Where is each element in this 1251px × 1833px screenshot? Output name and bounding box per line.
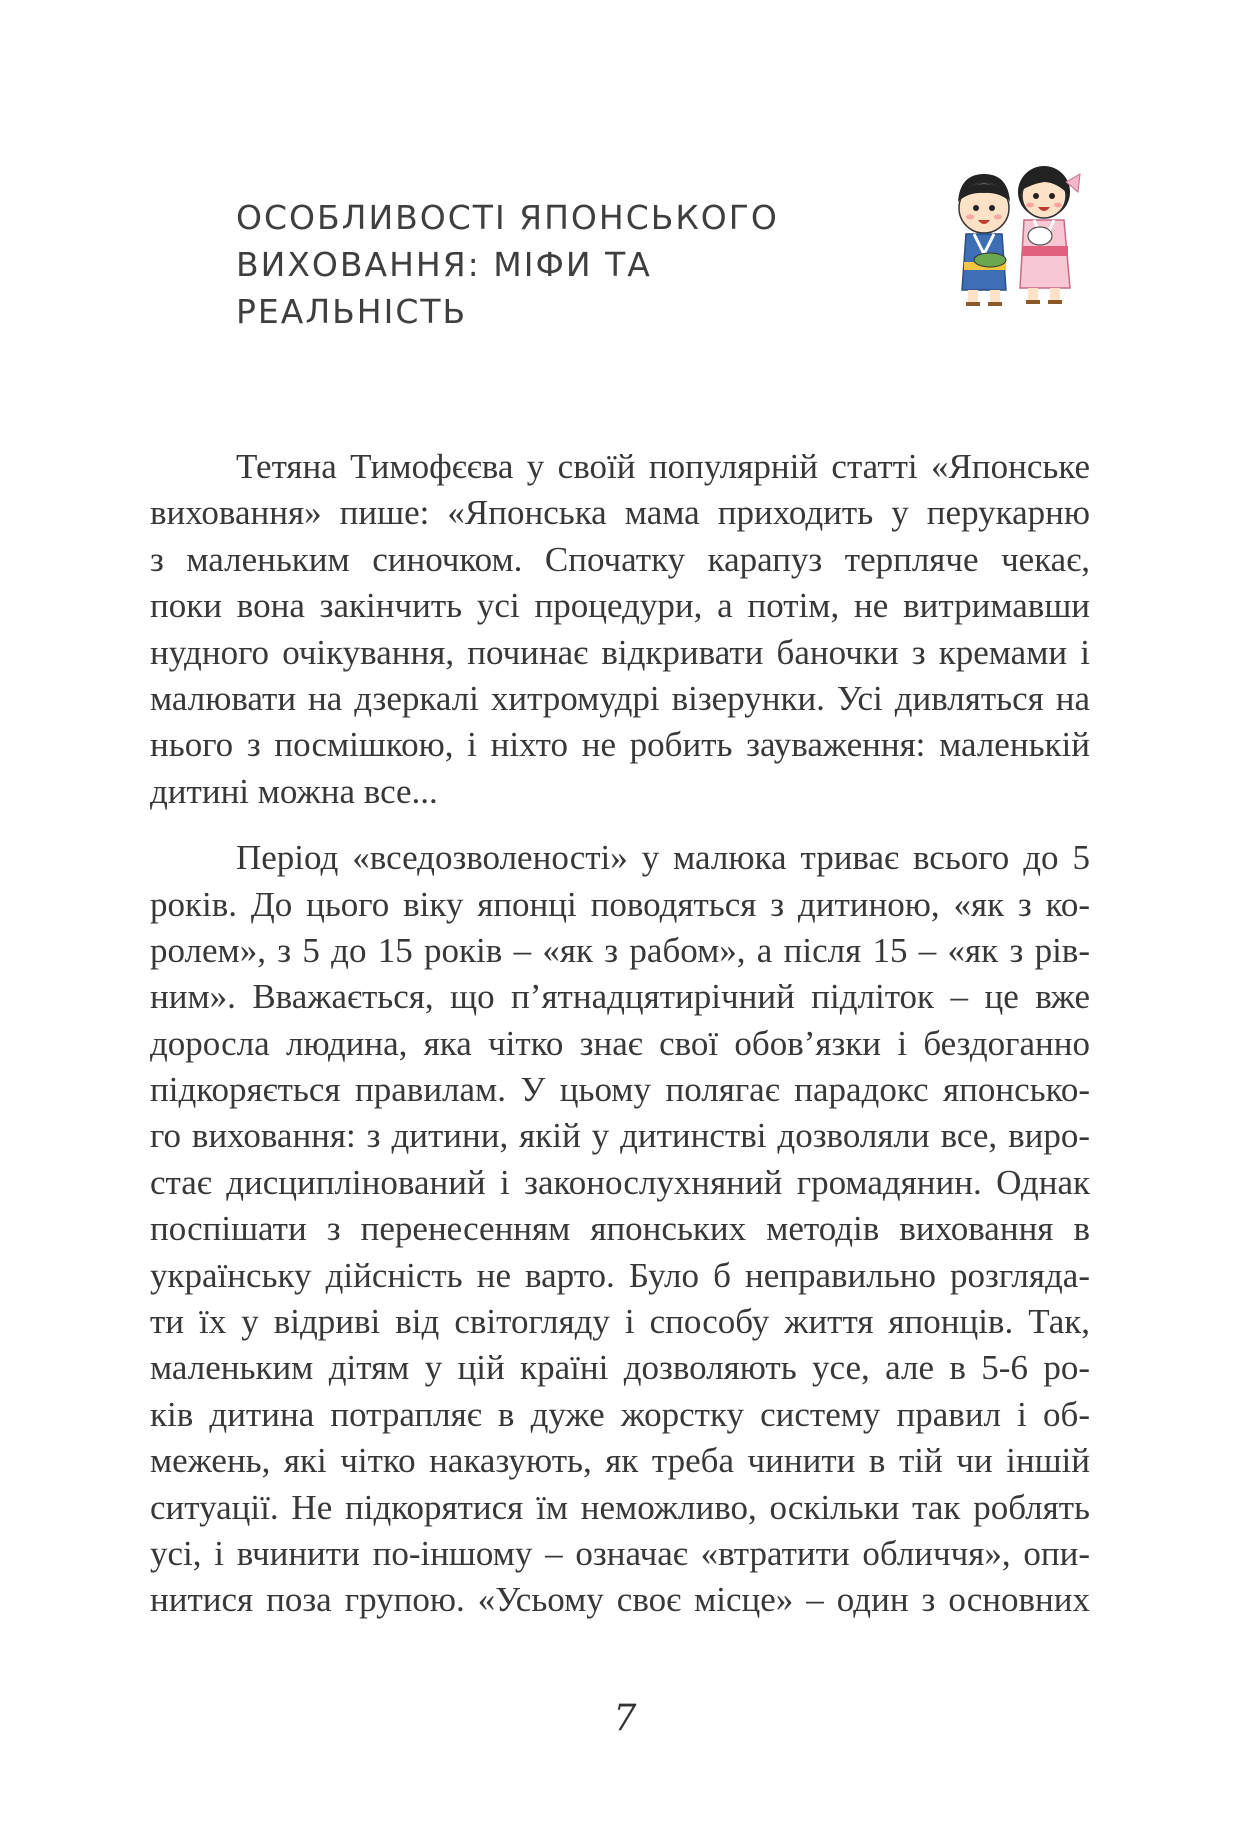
text-line: ків дитина потрапляє в дуже жорстку систему правил і об-	[150, 1394, 1090, 1434]
text-line: Тетяна Тимофєєва у своїй популярній статті «Японське	[236, 447, 1090, 486]
heading-line: ОСОБЛИВОСТІ ЯПОНСЬКОГО	[236, 198, 779, 237]
text-line: підкоряється правилам. У цьому полягає парадокс японсько-	[150, 1070, 1090, 1110]
text-line: нитися поза групою. «Усьому своє місце» – один з основних	[150, 1580, 1090, 1620]
text-line: Період «вседозволеності» у малюка триває всього до 5	[236, 838, 1090, 878]
boy-figure-icon	[958, 174, 1010, 306]
text-line: ролем», з 5 до 15 років – «як з рабом», а після 15 – «як з рів-	[150, 930, 1090, 970]
text-line: ситуації. Не підкорятися їм неможливо, оскільки так роблять	[150, 1487, 1090, 1527]
heading-line: ВИХОВАННЯ: МІФИ ТА	[236, 245, 652, 284]
text-line: українську дійсність не варто. Було б неправильно розгляда-	[150, 1255, 1090, 1295]
text-line: нудного очікування, починає відкривати баночки з кремами і	[150, 632, 1090, 672]
paragraph	[150, 835, 1090, 1624]
text-line: доросла людина, яка чітко знає свої обов’язки і бездоганно	[150, 1023, 1090, 1063]
girl-figure-icon	[1018, 166, 1080, 304]
body-text	[150, 444, 1090, 1624]
page-number: 7	[613, 1698, 637, 1739]
text-line: маленьким дітям у цій країні дозволяють усе, але в 5-6 ро-	[150, 1348, 1090, 1388]
text-line: виховання» пише: «Японська мама приходить у перукарню	[150, 493, 1090, 533]
text-line: го виховання: з дитини, якій у дитинстві дозволяли все, виро-	[150, 1116, 1090, 1156]
text-line: дитині можна все...	[150, 771, 438, 811]
text-line: межень, які чітко наказують, як треба чинити в тій чи іншій	[150, 1441, 1090, 1481]
chapter-heading	[236, 194, 876, 335]
text-line: років. До цього віку японці поводяться з дитиною, «як з ко-	[150, 884, 1090, 924]
text-line: ти їх у відриві від світогляду і способу життя японців. Так,	[150, 1302, 1090, 1342]
text-line: поспішати з перенесенням японських методів виховання в	[150, 1209, 1090, 1249]
paragraph	[150, 444, 1090, 815]
japanese-children-illustration-icon	[940, 162, 1090, 310]
text-line: з маленьким синочком. Спочатку карапуз терпляче чекає,	[150, 539, 1090, 579]
text-line: усі, і вчинити по-іншому – означає «втратити обличчя», опи-	[150, 1533, 1090, 1573]
text-line: поки вона закінчить усі процедури, а потім, не витримавши	[150, 586, 1090, 626]
text-line: стає дисциплінований і законослухняний громадянин. Однак	[150, 1162, 1090, 1202]
text-line: ним». Вважається, що п’ятнадцятирічний підліток – це вже	[150, 977, 1090, 1017]
text-line: нього з посмішкою, і ніхто не робить зауваження: маленькій	[150, 725, 1090, 765]
heading-line: РЕАЛЬНІСТЬ	[236, 292, 468, 331]
text-line: малювати на дзеркалі хитромудрі візерунки. Усі дивляться на	[150, 678, 1090, 718]
